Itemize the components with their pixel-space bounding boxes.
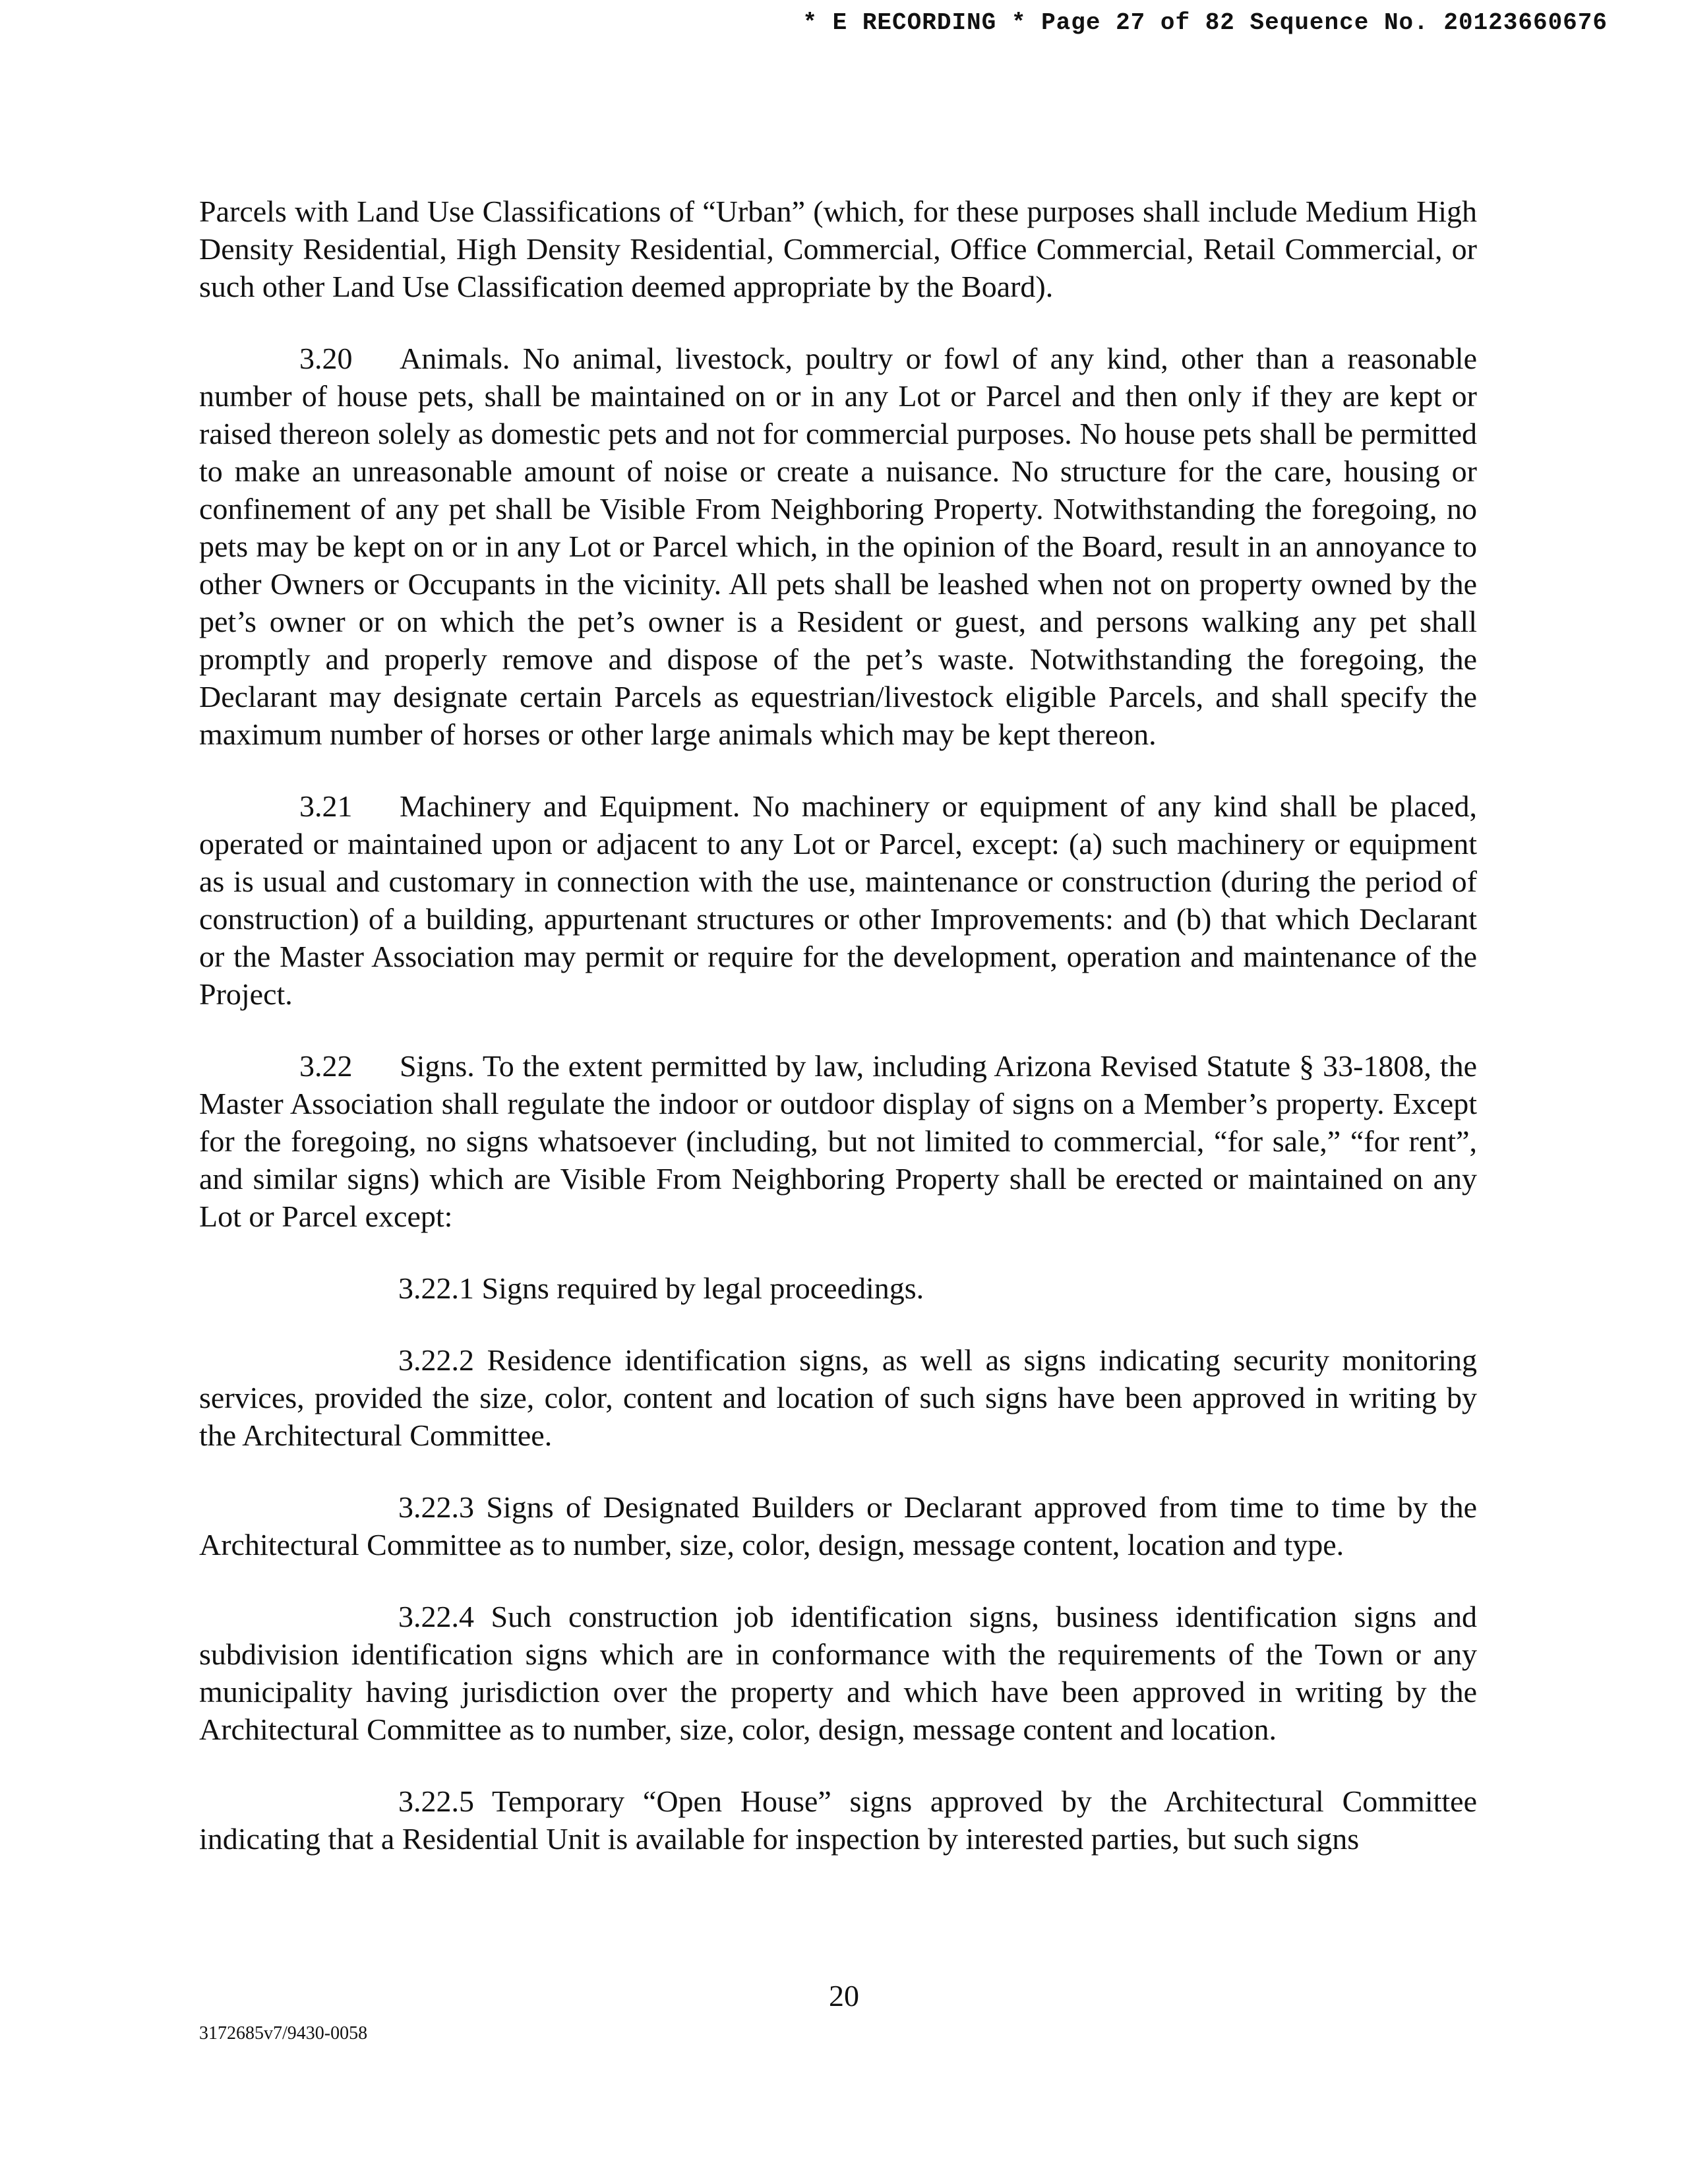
subsection-text: Such construction job identification signs, business identification signs and subdivision identification signs which are in conformance with the requirements of the Town or any municipality having jurisdiction over the property and which have been approved in writing by the Architectural Committee as to number, size, color, design, message content and location.: [199, 1600, 1477, 1746]
section-heading: Animals.: [400, 342, 510, 375]
section-number: 3.22: [299, 1049, 353, 1083]
section-heading: Machinery and Equipment.: [400, 789, 740, 823]
page-number: 20: [829, 1979, 859, 2013]
section-heading: Signs.: [400, 1049, 475, 1083]
section-text: No animal, livestock, poultry or fowl of any kind, other than a reasonable number of house pets, shall be maintained on or in any Lot or Parcel and then only if they are kept or raised thereon solely as domestic pets and not for commercial purposes. No house pets shall be permitted to make an unreasonable amount of noise or create a nuisance. No structure for the care, housing or confinement of any pet shall be Visible From Neighboring Property. Notwithstanding the foregoing, no pets may be kept on or in any Lot or Parcel which, in the opinion of the Board, result in an annoyance to other Owners or Occupants in the vicinity. All pets shall be leashed when not on property owned by the pet’s owner or on which the pet’s owner is a Resident or guest, and persons walking any pet shall promptly and properly remove and dispose of the pet’s waste. Notwithstanding the foregoing, the Declarant may designate certain Parcels as equestrian/livestock eligible Parcels, and shall specify the maximum number of horses or other large animals which may be kept thereon.: [199, 342, 1477, 751]
subsection-text: Temporary “Open House” signs approved by the Architectural Committee indicating that a Residential Unit is available for inspection by interested parties, but such signs: [199, 1784, 1478, 1856]
section-number: 3.20: [299, 342, 353, 375]
subsection-3-22-2: [199, 1341, 1477, 1454]
subsection-3-22-4: [199, 1598, 1477, 1748]
section-text: To the extent permitted by law, including Arizona Revised Statute § 33-1808, the Master Association shall regulate the indoor or outdoor display of signs on a Member’s property. Except for the foregoing, no signs whatsoever (including, but not limited to commercial, “for sale,” “for rent”, and similar signs) which are Visible From Neighboring Property shall be erected or maintained on any Lot or Parcel except:: [199, 1049, 1478, 1233]
section-3-20: [199, 340, 1477, 753]
subsection-number: 3.22.4: [398, 1600, 474, 1633]
recording-header: * E RECORDING * Page 27 of 82 Sequence No. 20123660676: [802, 9, 1608, 36]
subsection-3-22-5: [199, 1782, 1477, 1858]
document-body: [199, 193, 1477, 1892]
subsection-number: 3.22.3: [398, 1490, 474, 1524]
section-number: 3.21: [299, 789, 353, 823]
subsection-text: Signs required by legal proceedings.: [481, 1271, 924, 1305]
section-3-21: [199, 787, 1477, 1013]
subsection-number: 3.22.2: [398, 1343, 474, 1377]
subsection-number: 3.22.5: [398, 1784, 474, 1818]
continuation-paragraph: Parcels with Land Use Classifications of “Urban” (which, for these purposes shall include Medium High Density Residential, High Density Residential, Commercial, Office Commercial, Retail Commercial, or such other Land Use Classification deemed appropriate by the Board).: [199, 195, 1477, 303]
subsection-text: Residence identification signs, as well as signs indicating security monitoring services, provided the size, color, content and location of such signs have been approved in writing by the Architectural Committee.: [199, 1343, 1477, 1452]
subsection-text: Signs of Designated Builders or Declarant approved from time to time by the Architectural Committee as to number, size, color, design, message content, location and type.: [199, 1490, 1477, 1562]
section-text: No machinery or equipment of any kind shall be placed, operated or maintained upon or adjacent to any Lot or Parcel, except: (a) such machinery or equipment as is usual and customary in connection with the use, maintenance or construction (during the period of construction) of a building, appurtenant structures or other Improvements: and (b) that which Declarant or the Master Association may permit or require for the development, operation and maintenance of the Project.: [199, 789, 1478, 1011]
document-id: 3172685v7/9430-0058: [199, 2023, 368, 2044]
section-3-22: [199, 1047, 1477, 1235]
subsection-3-22-3: [199, 1488, 1477, 1563]
subsection-number: 3.22.1: [398, 1271, 474, 1305]
subsection-3-22-1: [199, 1269, 1477, 1307]
